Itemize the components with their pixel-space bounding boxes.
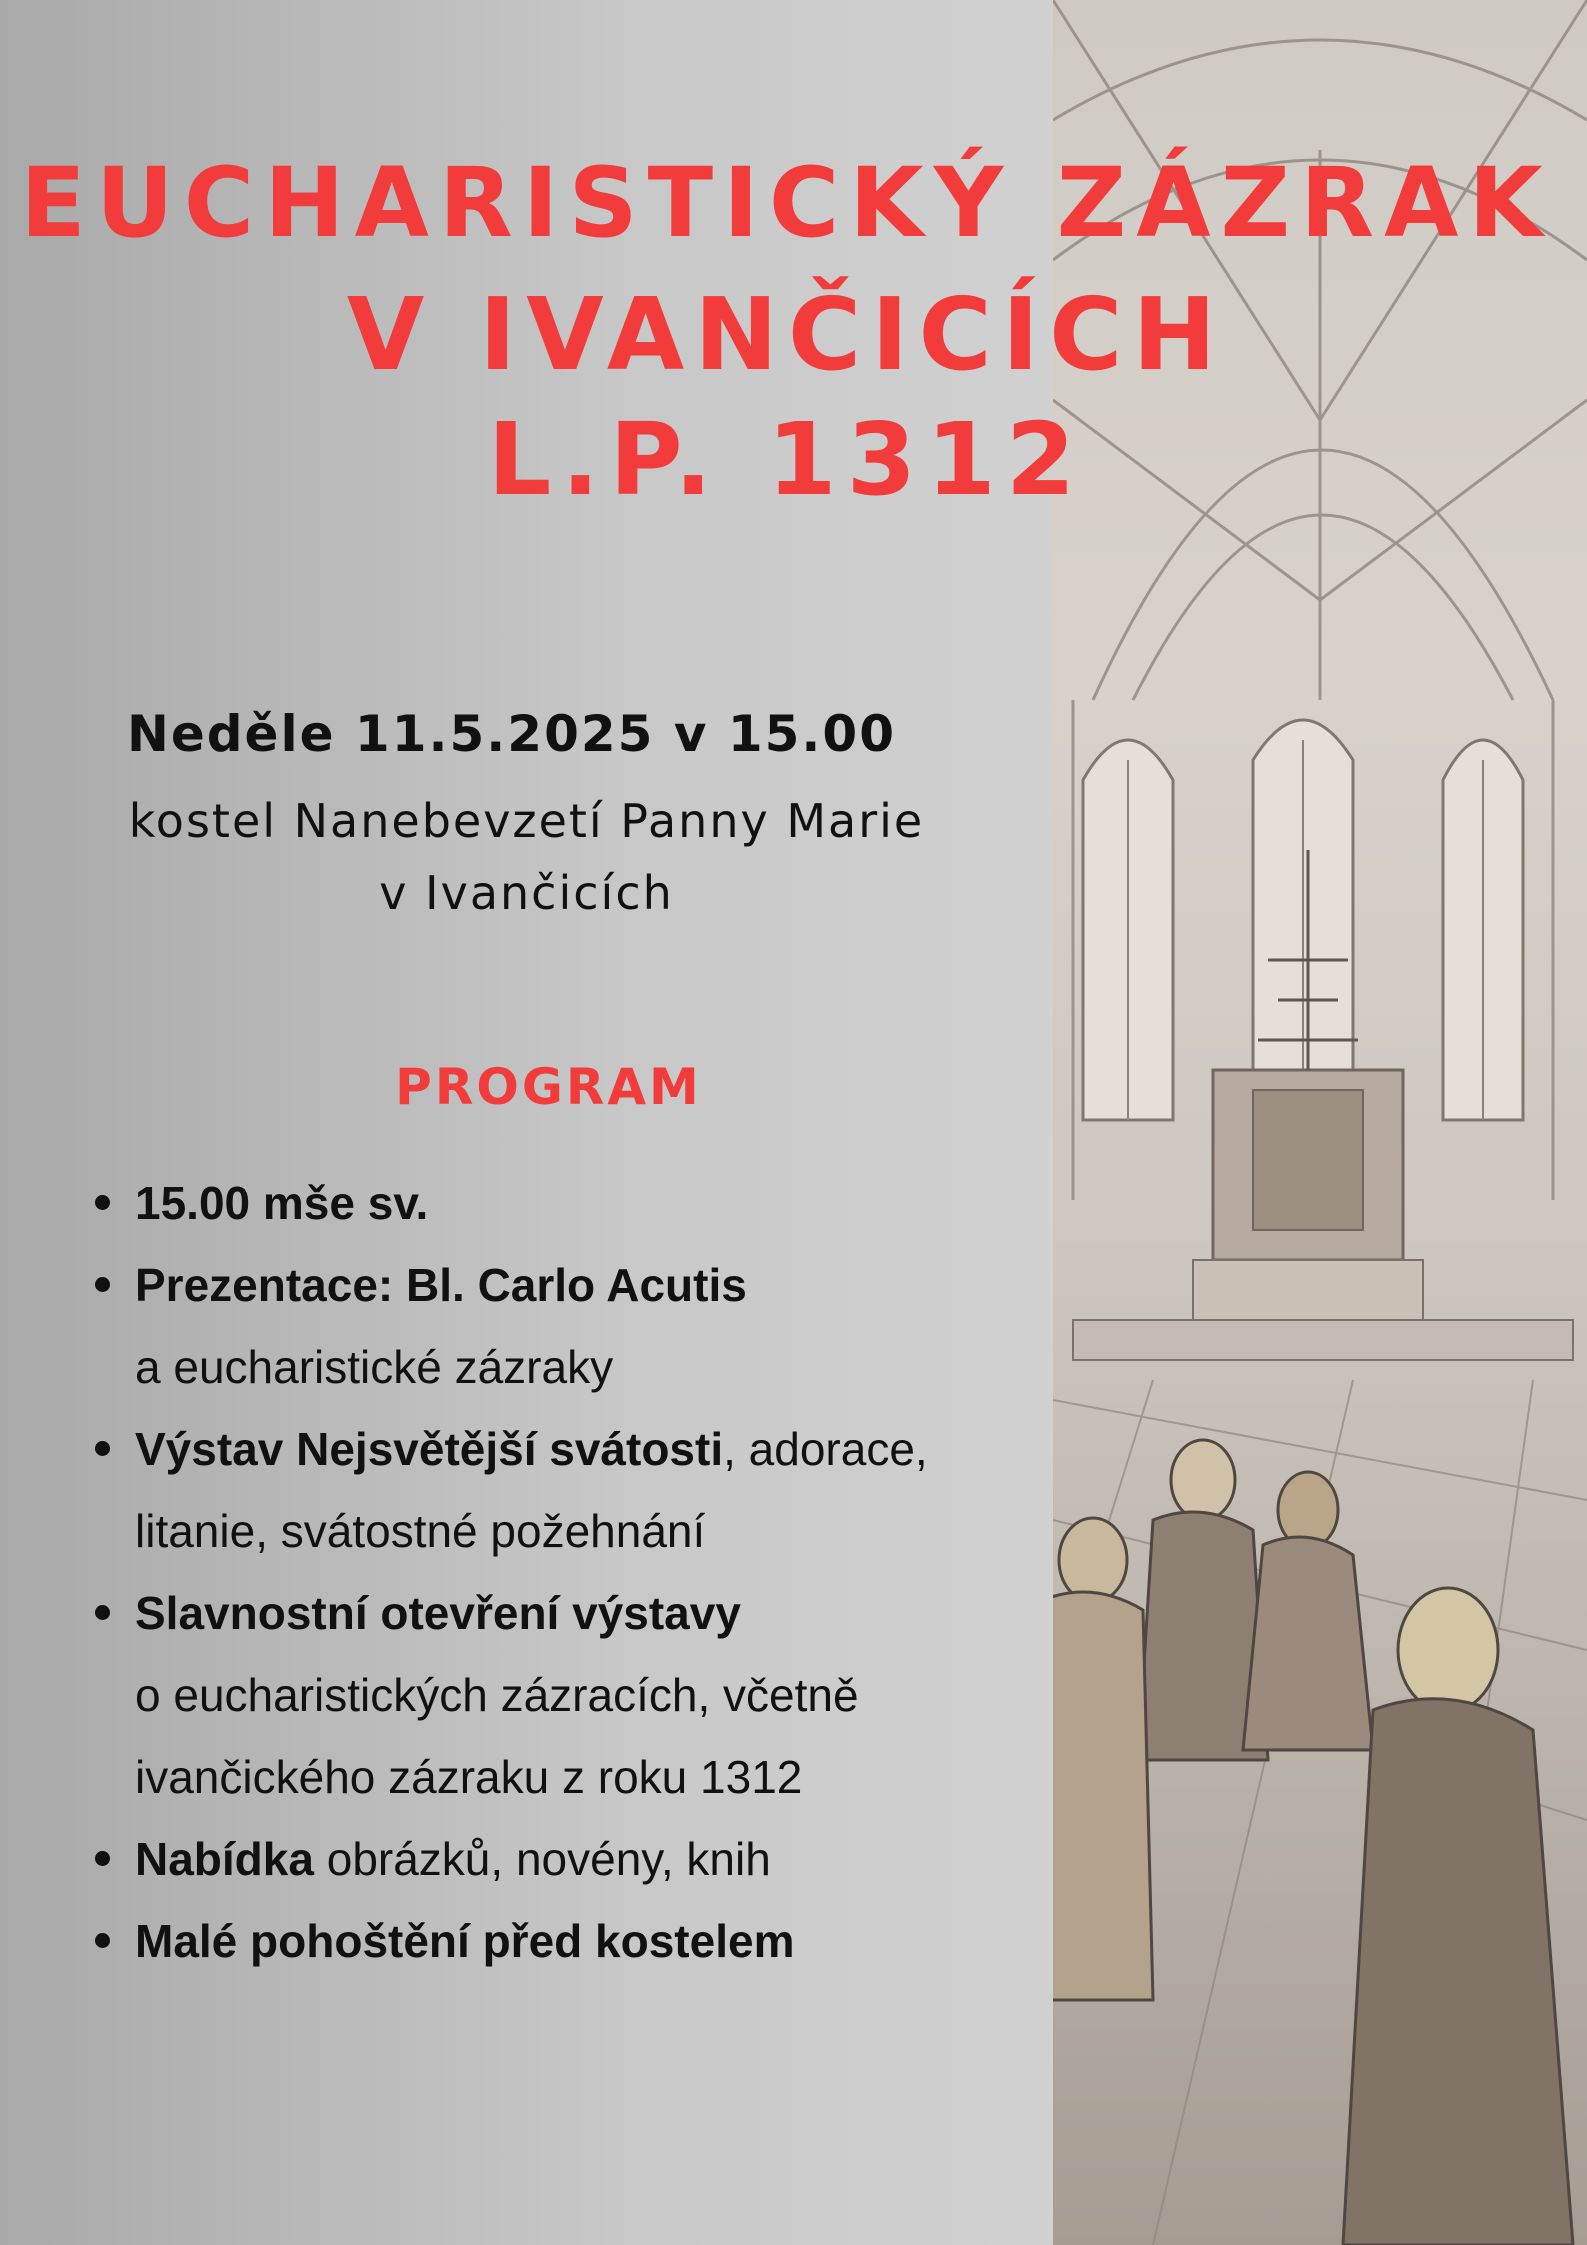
title-line-2: V IVANČICÍCH xyxy=(346,276,1227,393)
program-item-line2: a eucharistické zázraky xyxy=(135,1341,614,1393)
program-item-bold: Prezentace: Bl. Carlo Acutis xyxy=(135,1259,747,1311)
program-item xyxy=(95,1244,1055,1408)
title-line-3: L.P. 1312 xyxy=(487,401,1086,518)
program-item-bold: Slavnostní otevření výstavy xyxy=(135,1587,741,1639)
program-item xyxy=(95,1408,1055,1572)
event-date-time: Neděle 11.5.2025 v 15.00 xyxy=(127,705,896,763)
venue-line-1: kostel Nanebevzetí Panny Marie xyxy=(128,794,925,848)
bullet-icon xyxy=(95,1605,110,1620)
bullet-icon xyxy=(95,1933,110,1948)
program-item xyxy=(95,1818,1055,1900)
program-item-bold: Malé pohoštění před kostelem xyxy=(135,1915,795,1967)
program-item-line2: litanie, svátostné požehnání xyxy=(135,1505,706,1557)
program-item-bold: Výstav Nejsvětější svátosti xyxy=(135,1423,724,1475)
venue-line-2: v Ivančicích xyxy=(379,866,674,920)
program-item-rest: obrázků, novény, knih xyxy=(313,1833,771,1885)
bullet-icon xyxy=(95,1851,110,1866)
program-heading: PROGRAM xyxy=(395,1058,702,1116)
program-item xyxy=(95,1572,1055,1818)
program-item-line2: o eucharistických zázracích, včetně xyxy=(135,1669,859,1721)
bullet-icon xyxy=(95,1441,110,1456)
program-item-line3: ivančického zázraku z roku 1312 xyxy=(135,1751,803,1803)
program-item-bold: Nabídka xyxy=(135,1833,314,1885)
program-item-rest: , adorace, xyxy=(723,1423,928,1475)
bullet-icon xyxy=(95,1195,110,1210)
bullet-icon xyxy=(95,1277,110,1292)
program-item-bold: 15.00 mše sv. xyxy=(135,1177,429,1229)
program-list xyxy=(95,1162,1055,1982)
program-item xyxy=(95,1900,1055,1982)
title-line-1: EUCHARISTICKÝ ZÁZRAK xyxy=(20,147,1553,259)
program-item xyxy=(95,1162,1055,1244)
